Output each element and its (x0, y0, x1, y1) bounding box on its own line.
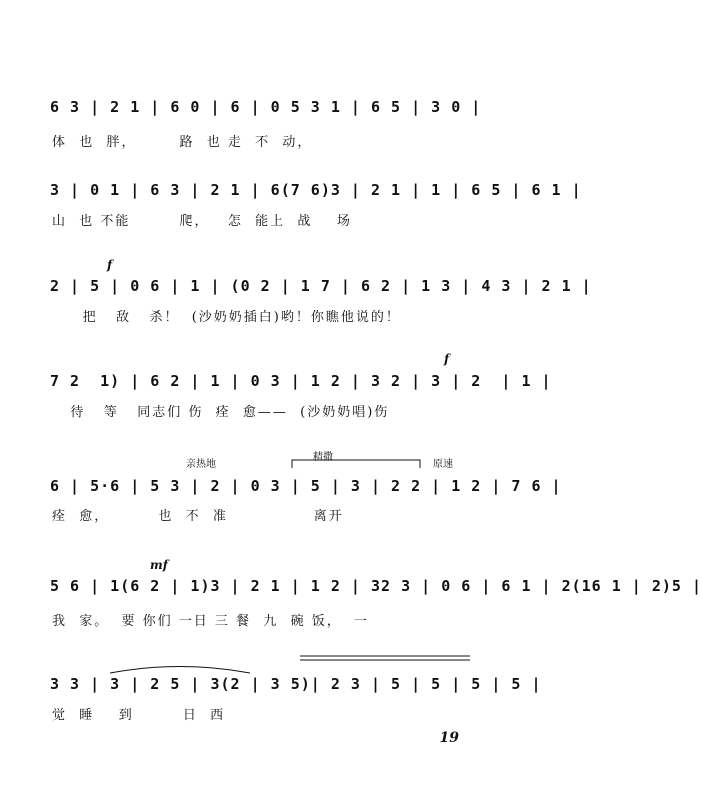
notation-line-6: 5 6 | 1(6 2 | 1)3 | 2 1 | 1 2 | 32 3 | 0 6 | 6 1 | 2(16 1 | 2)5 | (50, 577, 702, 595)
notation-line-1: 6 3 | 2 1 | 6 0 | 6 | 0 5 3 1 | 6 5 | 3 0 | (50, 98, 482, 116)
page-number: 19 (439, 730, 459, 746)
notation-line-3: 2 | 5 | 0 6 | 1 | (0 2 | 1 7 | 6 2 | 1 3 | 4 3 | 2 1 | (50, 277, 592, 295)
notation-line-7: 3 3 | 3 | 2 5 | 3(2 | 3 5)| 2 3 | 5 | 5 | 5 | 5 | (50, 675, 542, 693)
notation-line-2: 3 | 0 1 | 6 3 | 2 1 | 6(7 6)3 | 2 1 | 1 | 6 5 | 6 1 | (50, 181, 582, 199)
tempo-marking: 原速 (433, 459, 453, 470)
notation-line-4: 7 2 1) | 6 2 | 1 | 0 3 | 1 2 | 3 2 | 3 | 2 | 1 | (50, 372, 552, 390)
dynamic-forte: f (444, 352, 450, 366)
lyrics-line-5: 痊 愈， 也 不 准 离开 (52, 509, 344, 524)
lyrics-line-1: 体 也 胖， 路 也 走 不 动， (52, 135, 313, 150)
lyrics-line-7: 觉 睡 到 日 西 (52, 708, 226, 723)
expression-marking: 亲热地 (186, 459, 216, 470)
lyrics-line-2: 山 也 不能 爬， 怎 能上 战 场 (52, 214, 352, 229)
lyrics-line-3: 把 敌 杀！ (沙奶奶插白)哟！你瞧他说的！ (52, 310, 401, 325)
lyrics-line-6: 我 家。 要 你们 一日 三 餐 九 碗 饭， 一 (52, 614, 369, 629)
notation-line-5: 6 | 5·6 | 5 3 | 2 | 0 3 | 5 | 3 | 2 2 | 1 2 | 7 6 | (50, 477, 562, 495)
dynamic-forte: f (107, 258, 113, 272)
expression-marking: 精撒 (313, 452, 333, 463)
dynamic-mezzo-forte: mf (150, 558, 168, 572)
lyrics-line-4: 待 等 同志们 伤 痊 愈—— (沙奶奶唱)伤 (52, 405, 390, 420)
